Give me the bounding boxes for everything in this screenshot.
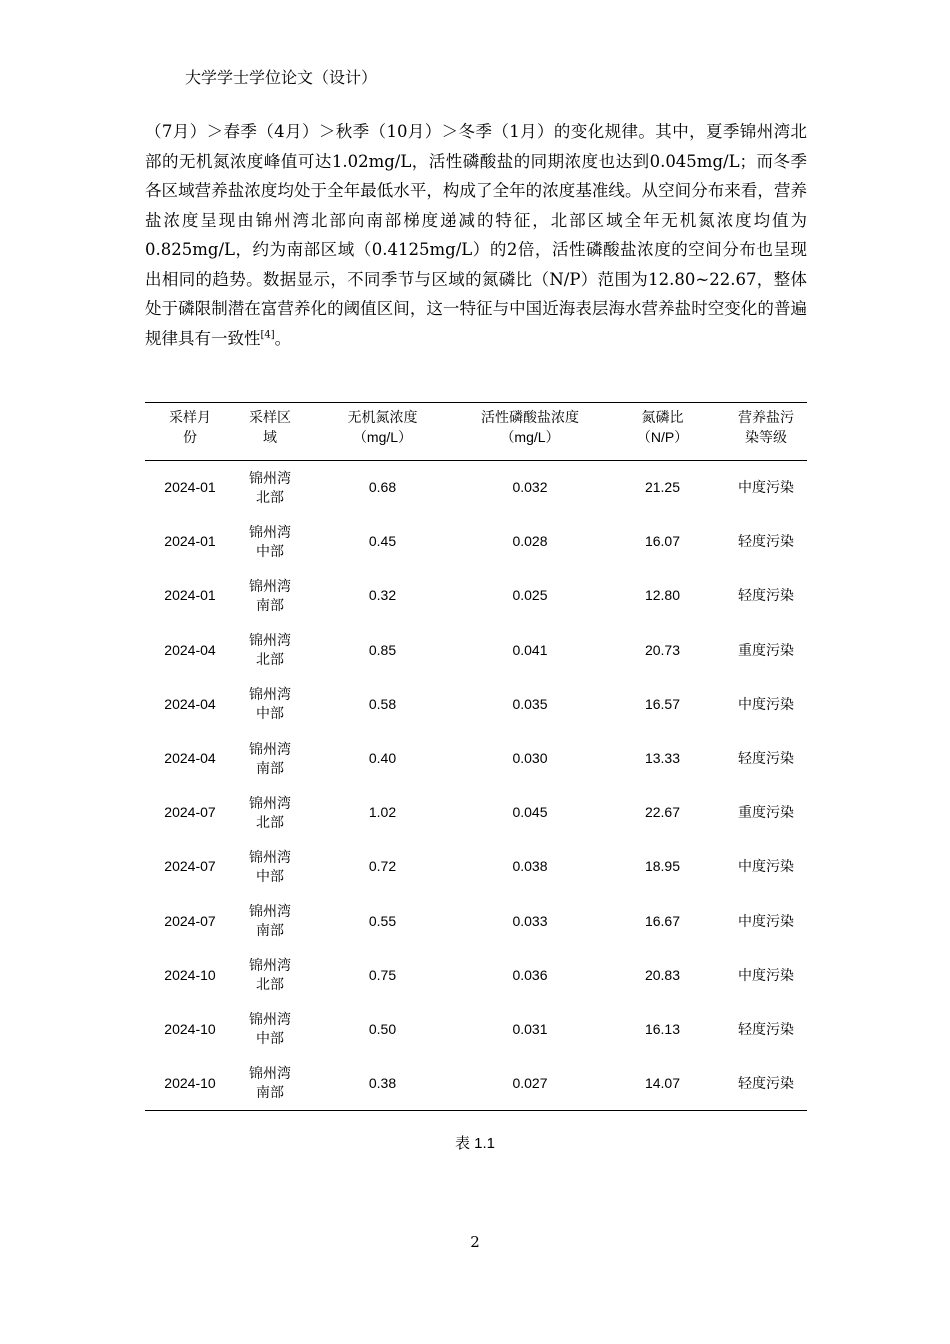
cell-region: 锦州湾 中部: [249, 686, 291, 722]
paragraph-end: 。: [274, 328, 292, 348]
cell-month: 2024-04: [164, 641, 216, 658]
running-header: 大学学士学位论文（设计）: [185, 68, 378, 87]
cell-din: 0.75: [368, 966, 397, 983]
table-row: [145, 948, 807, 1002]
cell-np-ratio: 16.57: [644, 695, 681, 712]
cell-month: 2024-07: [164, 858, 216, 875]
cell-month: 2024-10: [164, 966, 216, 983]
nutrient-data-table: [145, 402, 807, 1111]
body-paragraph: [145, 117, 807, 353]
cell-pollution-level: 轻度污染: [738, 750, 794, 767]
cell-np-ratio: 22.67: [644, 804, 681, 821]
cell-region: 锦州湾 南部: [249, 577, 291, 613]
cell-np-ratio: 21.25: [644, 479, 681, 496]
table-row: [145, 461, 807, 515]
cell-region: 锦州湾 南部: [235, 1057, 305, 1111]
cell-din: 0.50: [368, 1020, 397, 1037]
cell-drp: 0.045: [512, 804, 548, 821]
cell-month: 2024-07: [164, 804, 216, 821]
cell-pollution-level: 中度污染: [738, 912, 794, 929]
column-header-drp: 活性磷酸盐浓度 （mg/L）: [460, 403, 600, 461]
cell-drp: 0.025: [512, 587, 548, 604]
table-row: [145, 515, 807, 569]
cell-month: 2024-01: [164, 587, 216, 604]
cell-np-ratio: 12.80: [644, 587, 681, 604]
cell-pollution-level: 重度污染: [738, 641, 794, 658]
cell-din: 0.38: [305, 1057, 460, 1111]
page-number: 2: [470, 1233, 480, 1251]
citation-superscript: [4]: [260, 329, 275, 340]
cell-din: 0.58: [368, 695, 397, 712]
table-row: [145, 1002, 807, 1056]
cell-drp: 0.027: [460, 1057, 600, 1111]
cell-drp: 0.030: [512, 750, 548, 767]
paragraph-text: （7月）＞春季（4月）＞秋季（10月）＞冬季（1月）的变化规律。其中，夏季锦州湾北部的无机氮浓度峰值可达1.02mg/L，活性磷酸盐的同期浓度也达到0.045mg/L；而冬季各区域营养盐浓度均处于全年最低水平，构成了全年的浓度基准线。从空间分布来看，营养盐浓度呈现由锦州湾北部向南部梯度递减的特征，北部区域全年无机氮浓度均值为0.825mg/L，约为南部区域（0.4125mg/L）的2倍，活性磷酸盐浓度的空间分布也呈现出相同的趋势。数据显示，不同季节与区域的氮磷比（N/P）范围为12.80~22.67，整体处于磷限制潜在富营养化的阈值区间，这一特征与中国近海表层海水营养盐时空变化的普遍规律具有一致性: [145, 122, 807, 348]
cell-pollution-level: 中度污染: [738, 966, 794, 983]
cell-din: 1.02: [368, 804, 397, 821]
table-row: [145, 840, 807, 894]
cell-drp: 0.036: [512, 966, 548, 983]
cell-region: 锦州湾 南部: [249, 740, 291, 776]
cell-din: 0.72: [368, 858, 397, 875]
cell-np-ratio: 16.07: [644, 533, 681, 550]
cell-din: 0.45: [368, 533, 397, 550]
cell-pollution-level: 轻度污染: [725, 1057, 807, 1111]
cell-month: 2024-04: [164, 750, 216, 767]
cell-region: 锦州湾 北部: [249, 469, 291, 505]
table-row: [145, 731, 807, 785]
cell-pollution-level: 轻度污染: [738, 587, 794, 604]
cell-region: 锦州湾 中部: [249, 523, 291, 559]
cell-region: 锦州湾 中部: [249, 1011, 291, 1047]
cell-region: 锦州湾 中部: [249, 848, 291, 884]
cell-pollution-level: 中度污染: [738, 479, 794, 496]
cell-np-ratio: 13.33: [644, 750, 681, 767]
table-row: [145, 623, 807, 677]
cell-region: 锦州湾 南部: [249, 903, 291, 939]
cell-din: 0.68: [368, 479, 397, 496]
cell-din: 0.85: [368, 641, 397, 658]
cell-region: 锦州湾 北部: [249, 632, 291, 668]
cell-din: 0.40: [368, 750, 397, 767]
cell-month: 2024-10: [145, 1057, 235, 1111]
cell-pollution-level: 轻度污染: [738, 533, 794, 550]
table-row: [145, 1057, 807, 1111]
cell-np-ratio: 18.95: [644, 858, 681, 875]
column-header-region: 采样区 域: [235, 403, 305, 461]
table-row: [145, 894, 807, 948]
cell-np-ratio: 16.13: [644, 1020, 681, 1037]
table-row: [145, 569, 807, 623]
data-table-wrapper: [145, 402, 807, 1111]
cell-din: 0.55: [368, 912, 397, 929]
column-header-din: 无机氮浓度 （mg/L）: [305, 403, 460, 461]
table-row: [145, 677, 807, 731]
cell-month: 2024-01: [164, 479, 216, 496]
cell-month: 2024-07: [164, 912, 216, 929]
cell-pollution-level: 中度污染: [738, 858, 794, 875]
column-header-pollution-level: 营养盐污 染等级: [725, 403, 807, 461]
cell-pollution-level: 中度污染: [738, 695, 794, 712]
cell-drp: 0.035: [512, 695, 548, 712]
cell-pollution-level: 重度污染: [738, 804, 794, 821]
table-row: [145, 786, 807, 840]
cell-month: 2024-01: [164, 533, 216, 550]
cell-region: 锦州湾 北部: [249, 957, 291, 993]
cell-month: 2024-10: [164, 1020, 216, 1037]
column-header-np-ratio: 氮磷比 （N/P）: [600, 403, 725, 461]
cell-din: 0.32: [368, 587, 397, 604]
cell-np-ratio: 16.67: [644, 912, 681, 929]
cell-drp: 0.031: [512, 1020, 548, 1037]
table-header-row: [145, 403, 807, 461]
cell-drp: 0.032: [512, 479, 548, 496]
cell-np-ratio: 20.83: [644, 966, 681, 983]
table-caption: 表 1.1: [454, 1135, 496, 1152]
cell-np-ratio: 20.73: [644, 641, 681, 658]
cell-month: 2024-04: [164, 695, 216, 712]
column-header-month: 采样月 份: [145, 403, 235, 461]
cell-region: 锦州湾 北部: [249, 794, 291, 830]
cell-pollution-level: 轻度污染: [738, 1020, 794, 1037]
cell-drp: 0.033: [512, 912, 548, 929]
cell-drp: 0.028: [512, 533, 548, 550]
cell-drp: 0.041: [512, 641, 548, 658]
table-body: [145, 461, 807, 1111]
cell-drp: 0.038: [512, 858, 548, 875]
cell-np-ratio: 14.07: [600, 1057, 725, 1111]
